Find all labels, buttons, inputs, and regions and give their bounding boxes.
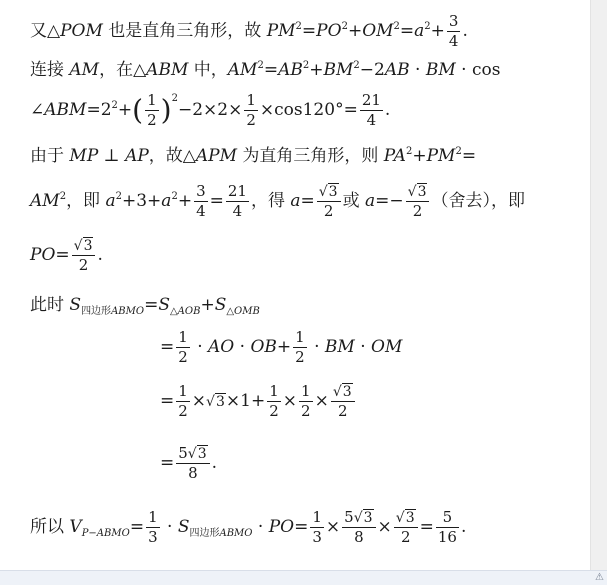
- var: S: [177, 517, 190, 537]
- op: =: [129, 517, 145, 537]
- var: BM: [324, 337, 355, 357]
- op: −: [177, 100, 193, 120]
- line-6: [30, 238, 103, 273]
- denominator: 2: [269, 402, 279, 420]
- op: ×: [282, 391, 298, 411]
- op: ⊥: [98, 146, 126, 166]
- exp: 2: [59, 191, 67, 202]
- text: cos: [471, 60, 501, 80]
- paren-open: (: [132, 93, 144, 127]
- exp: 2: [171, 93, 178, 104]
- sqrt-sign: √: [395, 510, 405, 526]
- text: 2: [100, 100, 112, 120]
- text: 5: [344, 508, 354, 526]
- numerator: 1: [178, 328, 188, 346]
- var: APM: [195, 146, 237, 166]
- text: （舍去），即: [431, 191, 525, 211]
- op: +: [309, 60, 324, 80]
- denominator: 2: [295, 348, 305, 366]
- radicand: 3: [215, 394, 225, 410]
- op: =: [160, 453, 175, 473]
- sqrt: [206, 393, 226, 410]
- op: ·: [161, 517, 178, 537]
- text: ，故△: [148, 146, 196, 166]
- op: ·: [354, 337, 372, 357]
- bottom-status-bar: [0, 570, 607, 585]
- var: a: [161, 191, 172, 211]
- text: 中，: [188, 60, 228, 80]
- text: .: [211, 453, 218, 473]
- numerator: 3: [448, 12, 459, 30]
- text: .: [97, 245, 103, 265]
- sqrt: [408, 185, 428, 199]
- fraction: [244, 93, 258, 128]
- angle-symbol: ∠: [30, 100, 45, 120]
- op: +: [412, 146, 427, 166]
- op: +: [347, 21, 363, 41]
- var: a: [414, 21, 425, 41]
- exp: 2: [353, 60, 360, 71]
- fraction: [293, 330, 307, 365]
- fraction: [176, 330, 190, 365]
- radicand: 3: [417, 184, 427, 200]
- text: 四边形: [81, 306, 112, 317]
- numerator: 1: [312, 508, 322, 526]
- denominator: 2: [337, 402, 348, 420]
- var: a: [365, 191, 376, 211]
- fraction: [436, 510, 459, 545]
- line-11: [30, 510, 466, 545]
- text: 5: [178, 444, 188, 462]
- var: S: [158, 295, 170, 315]
- var: a: [105, 191, 116, 211]
- var: OM: [362, 21, 394, 41]
- denominator: 2: [147, 111, 157, 129]
- denominator: 2: [323, 202, 334, 220]
- text: cos120°: [274, 100, 344, 120]
- fraction: [317, 184, 341, 219]
- op: =: [144, 295, 159, 315]
- radicand: 3: [328, 184, 338, 200]
- numerator: [406, 184, 430, 202]
- text: 所以: [30, 517, 70, 537]
- var: AM: [30, 191, 60, 211]
- var: S: [69, 295, 82, 315]
- radicand: 3: [197, 446, 207, 462]
- numerator: 1: [148, 508, 158, 526]
- radicand: 3: [342, 384, 352, 400]
- op: ×: [228, 100, 243, 120]
- var: S: [214, 295, 227, 315]
- op: ×: [191, 391, 207, 411]
- denominator: 2: [400, 528, 411, 546]
- op: ·: [308, 337, 325, 357]
- var: POM: [60, 21, 103, 41]
- var: AB: [278, 60, 303, 80]
- fraction: [226, 184, 249, 219]
- denominator: 2: [178, 348, 188, 366]
- text: .: [384, 100, 391, 120]
- op: =: [86, 100, 101, 120]
- fraction: [145, 93, 159, 128]
- var: PM: [266, 21, 296, 41]
- exp: 2: [455, 146, 462, 157]
- var: a: [290, 191, 301, 211]
- var: PO: [30, 245, 56, 265]
- sqrt: [74, 239, 94, 253]
- line-1: [30, 14, 468, 49]
- denominator: 4: [448, 32, 459, 50]
- denominator: 3: [312, 528, 322, 546]
- sqrt: [333, 385, 353, 399]
- text: 也是直角三角形，故: [102, 21, 267, 41]
- denominator: 8: [354, 528, 364, 546]
- op: ×: [325, 517, 341, 537]
- paren-close: ): [160, 93, 172, 127]
- text: ，即: [66, 191, 106, 211]
- var: AO: [208, 337, 235, 357]
- subscript: [189, 528, 252, 539]
- text: 由于: [30, 146, 70, 166]
- exp: 2: [341, 21, 348, 32]
- op: +: [430, 21, 445, 41]
- op: =: [301, 21, 317, 41]
- op: =: [294, 517, 309, 537]
- numerator: 5: [436, 510, 459, 528]
- denominator: 2: [78, 256, 89, 274]
- subscript: P−ABMO: [81, 528, 130, 539]
- sqrt-sign: √: [318, 184, 328, 200]
- fraction: [176, 446, 209, 481]
- fraction: [72, 238, 96, 273]
- numerator: 3: [196, 182, 206, 200]
- op: ×: [203, 100, 218, 120]
- numerator: 21: [227, 182, 247, 200]
- denominator: 2: [301, 402, 311, 420]
- fraction: [360, 93, 383, 128]
- op: +: [250, 391, 266, 411]
- text: 又△: [30, 21, 61, 41]
- op: −: [359, 60, 375, 80]
- exp: 2: [302, 60, 310, 71]
- op: ·: [409, 60, 426, 80]
- numerator: 1: [178, 382, 188, 400]
- radicand: 3: [83, 238, 93, 254]
- numerator: [176, 446, 209, 464]
- text: 或: [342, 191, 365, 211]
- text: 为直角三角形，则: [236, 146, 384, 166]
- numerator: 1: [147, 91, 157, 109]
- text: 此时: [30, 295, 70, 315]
- numerator: 1: [246, 91, 256, 109]
- var: ABMO: [219, 528, 253, 539]
- op: +: [200, 295, 215, 315]
- var: PO: [316, 21, 342, 41]
- line-8: [160, 330, 402, 365]
- var: AM: [69, 60, 100, 80]
- op: =: [160, 337, 175, 357]
- var: V: [69, 517, 82, 537]
- sqrt-sign: √: [332, 384, 342, 400]
- numerator: [72, 238, 96, 256]
- warning-icon[interactable]: ⚠: [595, 572, 604, 583]
- op: =: [263, 60, 279, 80]
- fraction: [267, 384, 281, 419]
- sqrt: [188, 447, 208, 461]
- var: AM: [227, 60, 258, 80]
- numerator: [342, 510, 375, 528]
- var: BM: [323, 60, 354, 80]
- text: 2: [217, 100, 229, 120]
- exp: 2: [171, 191, 178, 202]
- numerator: 1: [269, 382, 279, 400]
- vertical-scrollbar[interactable]: [590, 0, 607, 570]
- fraction: [299, 384, 313, 419]
- line-4: [30, 148, 476, 165]
- sqrt: [319, 185, 339, 199]
- var: AB: [384, 60, 410, 80]
- radicand: 3: [405, 510, 415, 526]
- op: +: [177, 191, 193, 211]
- op: −: [389, 191, 404, 211]
- var: ABM: [44, 100, 87, 120]
- sqrt: [396, 511, 416, 525]
- line-3: [30, 93, 390, 128]
- numerator: [394, 510, 418, 528]
- text: ，得: [250, 191, 291, 211]
- exp: 2: [111, 100, 118, 111]
- var: BM: [425, 60, 456, 80]
- op: =: [209, 191, 224, 211]
- fraction: [447, 14, 461, 49]
- op: ·: [455, 60, 472, 80]
- sqrt-sign: √: [187, 446, 197, 462]
- denominator: 2: [412, 202, 423, 220]
- op: =: [461, 146, 477, 166]
- text: 连接: [30, 60, 70, 80]
- var: ABM: [146, 60, 189, 80]
- var: OM: [371, 337, 403, 357]
- denominator: 2: [246, 111, 256, 129]
- exp: 2: [424, 21, 431, 32]
- denominator: 4: [366, 111, 377, 129]
- op: =: [55, 245, 70, 265]
- op: ×: [225, 391, 241, 411]
- fraction: [394, 510, 418, 545]
- text: +3+: [121, 191, 162, 211]
- denominator: 16: [437, 528, 457, 546]
- text: 1: [240, 391, 251, 411]
- line-7: [30, 295, 260, 317]
- exp: 2: [115, 191, 122, 202]
- subscript: △OMB: [226, 306, 260, 317]
- fraction: [194, 184, 208, 219]
- numerator: 1: [301, 382, 311, 400]
- denominator: 2: [178, 402, 188, 420]
- fraction: [176, 384, 190, 419]
- text: .: [462, 21, 468, 41]
- sqrt-sign: √: [407, 184, 417, 200]
- numerator: [317, 184, 341, 202]
- var: OB: [250, 337, 277, 357]
- denominator: 4: [232, 202, 243, 220]
- sqrt: [354, 511, 374, 525]
- op: ×: [259, 100, 275, 120]
- numerator: 21: [361, 91, 381, 109]
- line-9: [160, 384, 357, 419]
- op: =: [160, 391, 175, 411]
- fraction: [406, 184, 430, 219]
- line-5: [30, 184, 525, 219]
- op: =: [343, 100, 358, 120]
- var: MP: [69, 146, 99, 166]
- exp: 2: [257, 60, 264, 71]
- op: =: [375, 191, 390, 211]
- var: PM: [426, 146, 456, 166]
- exp: 2: [393, 21, 400, 32]
- op: ×: [314, 391, 329, 411]
- text: 2: [192, 100, 204, 120]
- var: PA: [383, 146, 406, 166]
- denominator: 4: [196, 202, 206, 220]
- op: =: [300, 191, 315, 211]
- op: =: [419, 517, 434, 537]
- numerator: 1: [295, 328, 305, 346]
- text: 2: [374, 60, 385, 80]
- text: .: [460, 517, 467, 537]
- numerator: [331, 384, 355, 402]
- sqrt-sign: √: [206, 394, 215, 410]
- op: ×: [377, 517, 392, 537]
- op: +: [117, 100, 133, 120]
- op: ·: [191, 337, 209, 357]
- line-2: [30, 62, 500, 79]
- fraction: [310, 510, 324, 545]
- exp: 2: [295, 21, 302, 32]
- op: +: [276, 337, 292, 357]
- denominator: 8: [188, 464, 198, 482]
- op: =: [399, 21, 415, 41]
- text: 四边形: [189, 528, 220, 539]
- exp: 2: [405, 146, 413, 157]
- sqrt-sign: √: [353, 510, 363, 526]
- subscript: △AOB: [169, 306, 201, 317]
- var: PO: [268, 517, 295, 537]
- sqrt-sign: √: [73, 238, 83, 254]
- op: ·: [252, 517, 269, 537]
- var: ABMO: [111, 306, 145, 317]
- subscript: [81, 306, 144, 317]
- denominator: 3: [148, 528, 158, 546]
- fraction: [331, 384, 355, 419]
- op: ·: [234, 337, 251, 357]
- var: AP: [125, 146, 149, 166]
- line-10: [160, 446, 217, 481]
- radicand: 3: [363, 510, 373, 526]
- fraction: [146, 510, 160, 545]
- text: ，在△: [99, 60, 147, 80]
- fraction: [342, 510, 375, 545]
